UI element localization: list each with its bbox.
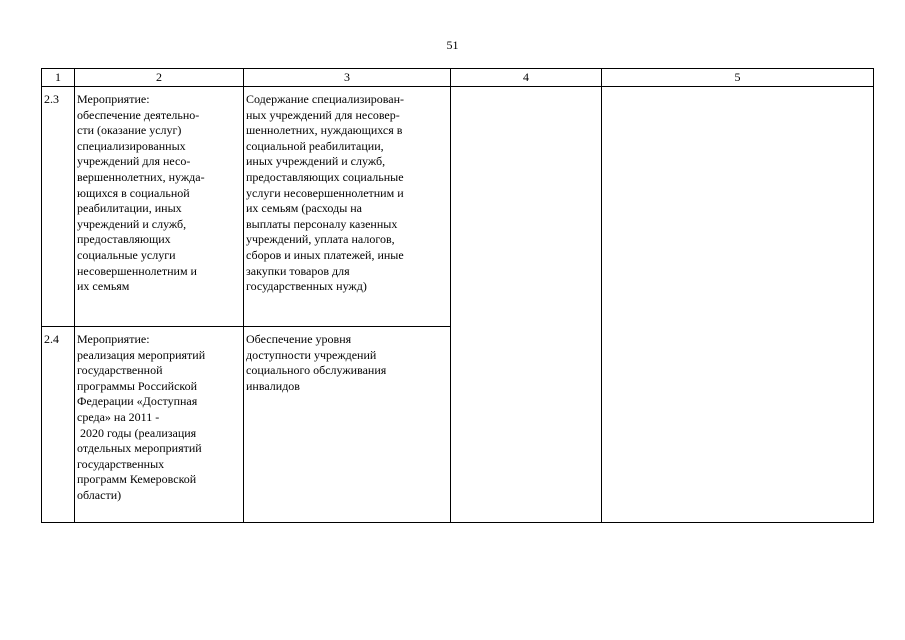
measure-content: Обеспечение уровня доступности учреждений социального обслуживания инвалидов	[244, 327, 451, 523]
row-number: 2.4	[42, 327, 75, 523]
measure-description: Мероприятие: обеспечение деятельно- сти (оказание услуг) специализированных учреждений для несо- вершеннолетних, нужда- ющихся в социальной реабилитации, иных учреждений и служб, предоставляющих социальные услуги несовершеннолетним и их семьям	[75, 87, 244, 327]
page-number: 51	[446, 38, 459, 52]
table-header-row	[42, 69, 874, 87]
column-header-4: 4	[451, 69, 602, 87]
measure-content: Содержание специализирован- ных учреждений для несовер- шеннолетних, нуждающихся в социальной реабилитации, иных учреждений и служб, предоставляющих социальные услуги несовершеннолетним и их семьям (расходы на выплаты персоналу казенных учреждений, уплата налогов, сборов и иных платежей, иные закупки товаров для государственных нужд)	[244, 87, 451, 327]
column-header-5: 5	[602, 69, 874, 87]
table-row	[42, 87, 874, 327]
column-header-1: 1	[42, 69, 75, 87]
row-number: 2.3	[42, 87, 75, 327]
column-5-cell	[602, 87, 874, 523]
column-4-cell	[451, 87, 602, 523]
measures-table	[41, 68, 874, 523]
column-header-2: 2	[75, 69, 244, 87]
measure-description: Мероприятие: реализация мероприятий государственной программы Российской Федерации «Доступная среда» на 2011 - 2020 годы (реализация отдельных мероприятий государственных программ Кемеровской области)	[75, 327, 244, 523]
column-header-3: 3	[244, 69, 451, 87]
